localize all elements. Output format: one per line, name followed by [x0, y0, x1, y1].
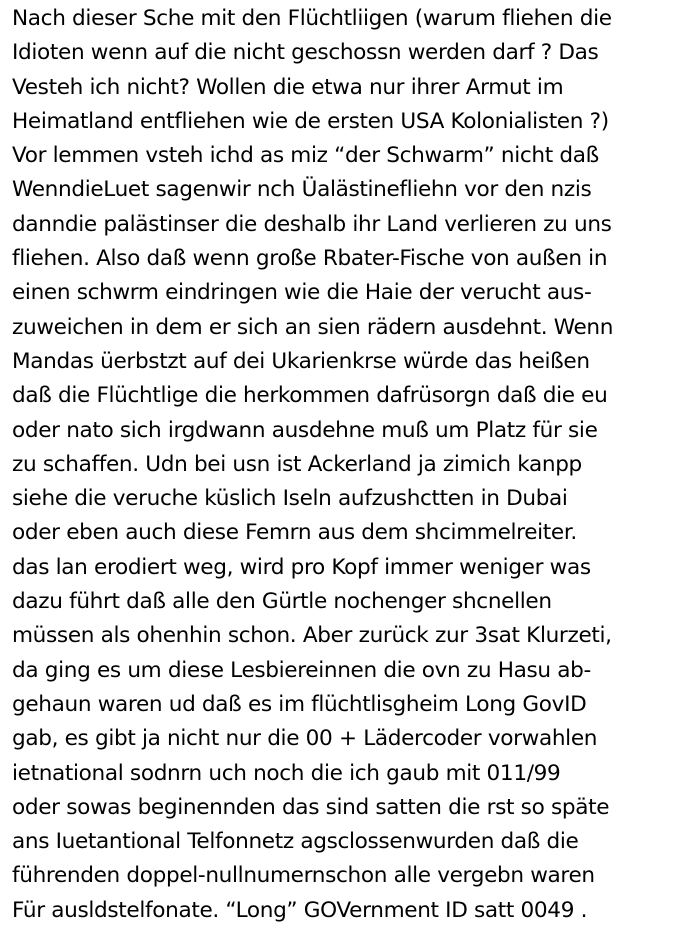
text-line: oder nato sich irgdwann ausdehne muß um Platz für sie	[12, 417, 598, 443]
text-line: siehe die veruche küslich Iseln aufzushctten in Dubai	[12, 486, 568, 512]
body-text	[12, 2, 680, 928]
text-line: gehaun waren ud daß es im flüchtlisgheim Long GovID	[12, 691, 587, 717]
document-page	[12, 2, 680, 938]
text-line: müssen als ohenhin schon. Aber zurück zur 3sat Klurzeti,	[12, 623, 612, 649]
text-line: danndie palästinser die deshalb ihr Land verlieren zu uns	[12, 211, 612, 237]
text-line: das lan erodiert weg, wird pro Kopf immer weniger was	[12, 554, 591, 580]
text-line: zuweichen in dem er sich an sien rädern ausdehnt. Wenn	[12, 314, 614, 340]
text-line: Idioten wenn auf die nicht geschossn werden darf ? Das	[12, 40, 599, 66]
text-line: Nach dieser Sche mit den Flüchtliigen (warum fliehen die	[12, 6, 612, 31]
text-line: daß die Flüchtlige die herkommen dafrüsorgn daß die eu	[12, 383, 608, 409]
text-line: dazu führt daß alle den Gürtle nochenger shcnellen	[12, 589, 552, 615]
text-line: Vor lemmen vsteh ichd as miz “der Schwarm” nicht daß	[12, 143, 599, 169]
text-line: führenden doppel-nullnumernschon alle vergebn waren	[12, 863, 595, 889]
text-line: WenndieLuet sagenwir nch Üalästinefliehn vor den nzis	[12, 177, 592, 203]
text-line: Für ausldstelfonate. “Long” GOVernment ID satt 0049 .	[12, 897, 588, 923]
text-line: gab, es gibt ja nicht nur die 00 + Lädercoder vorwahlen	[12, 726, 598, 752]
text-line: Heimatland entfliehen wie de ersten USA Kolonialisten ?)	[12, 108, 609, 134]
text-line: ans Iuetantional Telfonnetz agsclossenwurden daß die	[12, 829, 579, 855]
text-line: oder eben auch diese Femrn aus dem shcimmelreiter.	[12, 520, 577, 546]
text-line: oder sowas beginennden das sind satten die rst so späte	[12, 794, 610, 820]
text-line: einen schwrm eindringen wie die Haie der verucht aus-	[12, 280, 592, 306]
text-line: ietnational sodnrn uch noch die ich gaub mit 011/99	[12, 760, 561, 786]
text-line: zu schaffen. Udn bei usn ist Ackerland ja zimich kanpp	[12, 451, 582, 477]
text-line: da ging es um diese Lesbiereinnen die ovn zu Hasu ab-	[12, 657, 591, 683]
text-line: Mandas üerbstzt auf dei Ukarienkrse würde das heißen	[12, 348, 590, 374]
text-line: Vesteh ich nicht? Wollen die etwa nur ihrer Armut im	[12, 74, 564, 100]
text-line: fliehen. Also daß wenn große Rbater-Fische von außen in	[12, 246, 608, 272]
